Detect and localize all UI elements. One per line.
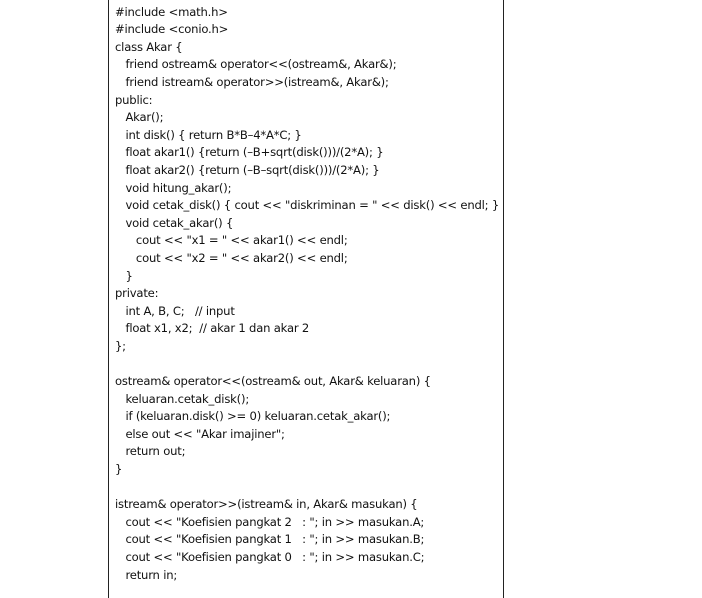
code-line: float akar2() {return (–B–sqrt(disk()))/(2*A); } — [115, 162, 380, 177]
code-listing-box — [108, 0, 504, 598]
code-line: if (keluaran.disk() >= 0) keluaran.cetak_akar(); — [115, 409, 391, 424]
code-line: } — [115, 462, 123, 477]
code-line: friend istream& operator>>(istream&, Akar&); — [115, 74, 389, 89]
code-line: int disk() { return B*B–4*A*C; } — [115, 127, 302, 142]
code-line: class Akar { — [115, 39, 183, 54]
code-line: #include <math.h> — [115, 4, 228, 19]
code-line: cout << "Koefisien pangkat 2 : "; in >> masukan.A; — [115, 514, 425, 529]
code-line: float x1, x2; // akar 1 dan akar 2 — [115, 321, 310, 336]
code-line: istream& operator>>(istream& in, Akar& masukan) { — [115, 497, 418, 512]
code-line: return out; — [115, 444, 186, 459]
code-line — [115, 479, 503, 497]
code-listing — [115, 0, 503, 584]
code-line: #include <conio.h> — [115, 22, 229, 37]
code-line: return in; — [115, 567, 178, 582]
code-line: cout << "Koefisien pangkat 0 : "; in >> masukan.C; — [115, 550, 425, 564]
code-line: ostream& operator<<(ostream& out, Akar& keluaran) { — [115, 374, 431, 389]
code-line: }; — [115, 338, 126, 353]
code-line: int A, B, C; // input — [115, 303, 235, 318]
code-line: cout << "x1 = " << akar1() << endl; — [115, 233, 348, 248]
code-line: float akar1() {return (–B+sqrt(disk()))/(2*A); } — [115, 145, 384, 160]
code-line: else out << "Akar imajiner"; — [115, 426, 285, 441]
code-line: friend ostream& operator<<(ostream&, Akar&); — [115, 57, 397, 72]
code-line: Akar(); — [115, 110, 164, 125]
code-line: public: — [115, 92, 153, 107]
code-line: keluaran.cetak_disk(); — [115, 391, 250, 406]
code-line: cout << "Koefisien pangkat 1 : "; in >> masukan.B; — [115, 532, 425, 547]
code-line: void cetak_disk() { cout << "diskriminan = " << disk() << endl; } — [115, 198, 500, 213]
code-line: private: — [115, 286, 159, 301]
code-line: void cetak_akar() { — [115, 215, 234, 230]
code-line: void hitung_akar(); — [115, 180, 232, 195]
code-line: cout << "x2 = " << akar2() << endl; — [115, 250, 348, 265]
code-line: } — [115, 268, 133, 283]
code-line — [115, 355, 503, 373]
